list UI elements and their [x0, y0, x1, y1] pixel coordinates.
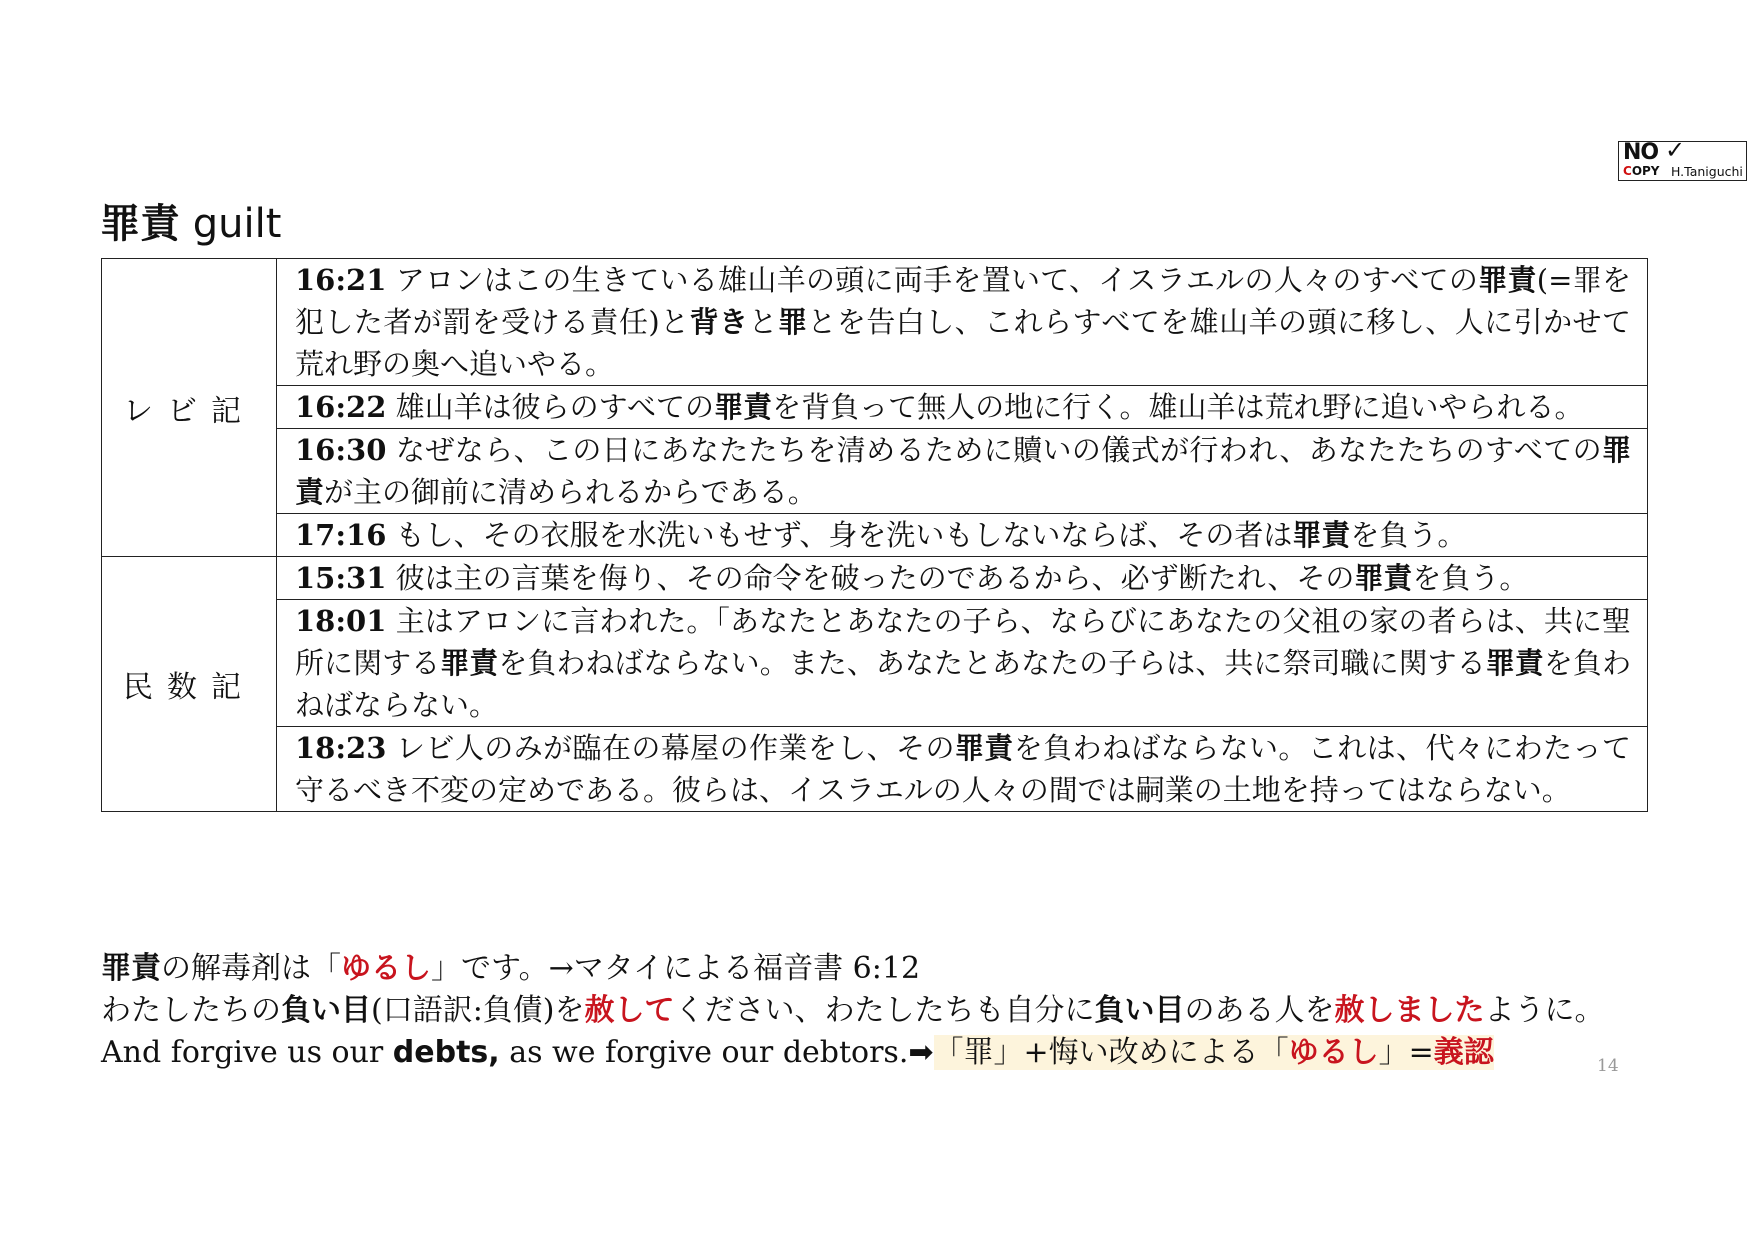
emphasis-term: 罪 — [777, 305, 808, 339]
emphasis-term: 罪責 — [1292, 518, 1351, 552]
note-segment: debts, — [392, 1035, 500, 1070]
verse-segment: 雄山羊は彼らのすべての — [386, 390, 715, 424]
emphasis-term: 罪責 — [954, 731, 1014, 765]
verse-segment: を背負って無人の地に行く。雄山羊は荒れ野に追いやられる。 — [772, 390, 1584, 424]
verse-segment: もし、その衣服を水洗いもせず、身を洗いもしないならば、その者は — [386, 518, 1293, 552]
note-segment: 」= — [1378, 1035, 1434, 1070]
verse-ref: 18:01 — [295, 604, 387, 638]
note-segment: のある人を — [1184, 993, 1335, 1028]
verse-ref: 15:31 — [295, 561, 387, 595]
emphasis-term: 背き — [689, 305, 749, 339]
arrow-icon: ➡ — [908, 1035, 934, 1070]
page-title — [100, 192, 281, 249]
page-number: 14 — [1597, 1056, 1619, 1076]
verse-row — [102, 727, 1648, 812]
verse-row — [102, 259, 1648, 386]
verse-row — [102, 600, 1648, 727]
note-segment: as we forgive our debtors. — [499, 1035, 909, 1070]
verse-segment: を負う。 — [1412, 561, 1529, 595]
emphasis-term: 罪責 — [440, 646, 499, 680]
verse-row — [102, 514, 1648, 557]
note-segment: (口語訳:負債)を — [371, 993, 585, 1028]
verse-table — [101, 258, 1648, 812]
note-segment: 」です。→マタイによる福音書 6:12 — [431, 951, 921, 986]
note-segment: ください、わたしたちも自分に — [674, 993, 1095, 1028]
note-segment: 罪責 — [101, 951, 161, 986]
verse-text — [277, 514, 1648, 557]
verse-segment: なぜなら、この日にあなたたちを清めるために贖いの儀式が行われ、あなたたちのすべての — [386, 433, 1602, 467]
verse-segment: (=罪を犯した者が罰を受ける責任)と — [295, 263, 1631, 339]
verse-row — [102, 429, 1648, 514]
note-segment: ように。And forgive us our — [101, 993, 1605, 1070]
emphasis-term: 罪責 — [1354, 561, 1413, 595]
verse-segment: レビ人のみが臨在の幕屋の作業をし、その — [386, 731, 955, 765]
verse-segment: とを告白し、これらすべてを雄山羊の頭に移し、人に引かせて荒れ野の奥へ追いやる。 — [295, 305, 1631, 381]
note-line-1 — [101, 948, 1661, 990]
verse-row — [102, 386, 1648, 429]
verse-segment: アロンはこの生きている雄山羊の頭に両手を置いて、イスラエルの人々のすべての — [386, 263, 1479, 297]
verse-ref: 16:30 — [295, 433, 387, 467]
notes — [101, 948, 1661, 1074]
logo-author: H.Taniguchi — [1671, 164, 1743, 179]
verse-segment: を負わねばならない。これは、代々にわたって守るべき不変の定めである。彼らは、イスラエルの人々の間では嗣業の土地を持ってはならない。 — [295, 731, 1631, 807]
verse-segment: 彼は主の言葉を侮り、その命令を破ったのであるから、必ず断たれ、その — [386, 561, 1355, 595]
verse-ref: 16:22 — [295, 390, 387, 424]
note-segment: 負い目 — [281, 993, 371, 1028]
verse-text — [277, 557, 1648, 600]
verse-ref: 18:23 — [295, 731, 387, 765]
note-segment: わたしたちの — [101, 993, 281, 1028]
logo-copy: COPY — [1623, 164, 1660, 178]
page-title-english: guilt — [192, 201, 282, 247]
verse-segment: 主はアロンに言われた。「あなたとあなたの子ら、ならびにあなたの父祖の家の者らは、共に聖所に関する — [295, 604, 1631, 680]
book-name: 民数記 — [102, 557, 277, 812]
note-segment: 「罪」+悔い改めによる「 — [933, 1035, 1289, 1070]
note-line-2 — [101, 990, 1661, 1074]
verse-segment: が主の御前に清められるからである。 — [324, 475, 817, 509]
emphasis-term: 罪責 — [714, 390, 773, 424]
emphasis-term: 罪責 — [1478, 263, 1537, 297]
verse-text — [277, 429, 1648, 514]
highlight-term: ゆるし — [1288, 1035, 1379, 1070]
highlight-term: 赦して — [584, 993, 675, 1028]
verse-segment: と — [748, 305, 778, 339]
highlight-term: 赦しました — [1334, 993, 1485, 1028]
highlight-term: 義認 — [1433, 1035, 1494, 1070]
emphasis-term: 罪責 — [1485, 646, 1544, 680]
verse-text — [277, 727, 1648, 812]
verse-segment: を負わねばならない。また、あなたとあなたの子らは、共に祭司職に関する — [498, 646, 1486, 680]
book-name: レビ記 — [102, 259, 277, 557]
verse-segment: を負う。 — [1350, 518, 1467, 552]
note-segment: の解毒剤は「 — [161, 951, 341, 986]
verse-segment: を負わねばならない。 — [295, 646, 1631, 722]
page-title-main: 罪責 — [100, 201, 180, 247]
verse-text — [277, 600, 1648, 727]
no-copy-logo — [1618, 136, 1747, 181]
verse-row — [102, 557, 1648, 600]
verse-ref: 17:16 — [295, 518, 387, 552]
check-icon: ✓ — [1665, 136, 1686, 164]
verse-text — [277, 386, 1648, 429]
logo-no: NO — [1623, 140, 1659, 165]
verse-text — [277, 259, 1648, 386]
note-segment: 負い目 — [1094, 993, 1185, 1028]
highlight-term: ゆるし — [341, 951, 431, 986]
verse-ref: 16:21 — [295, 263, 387, 297]
emphasis-term: 罪責 — [295, 433, 1631, 509]
